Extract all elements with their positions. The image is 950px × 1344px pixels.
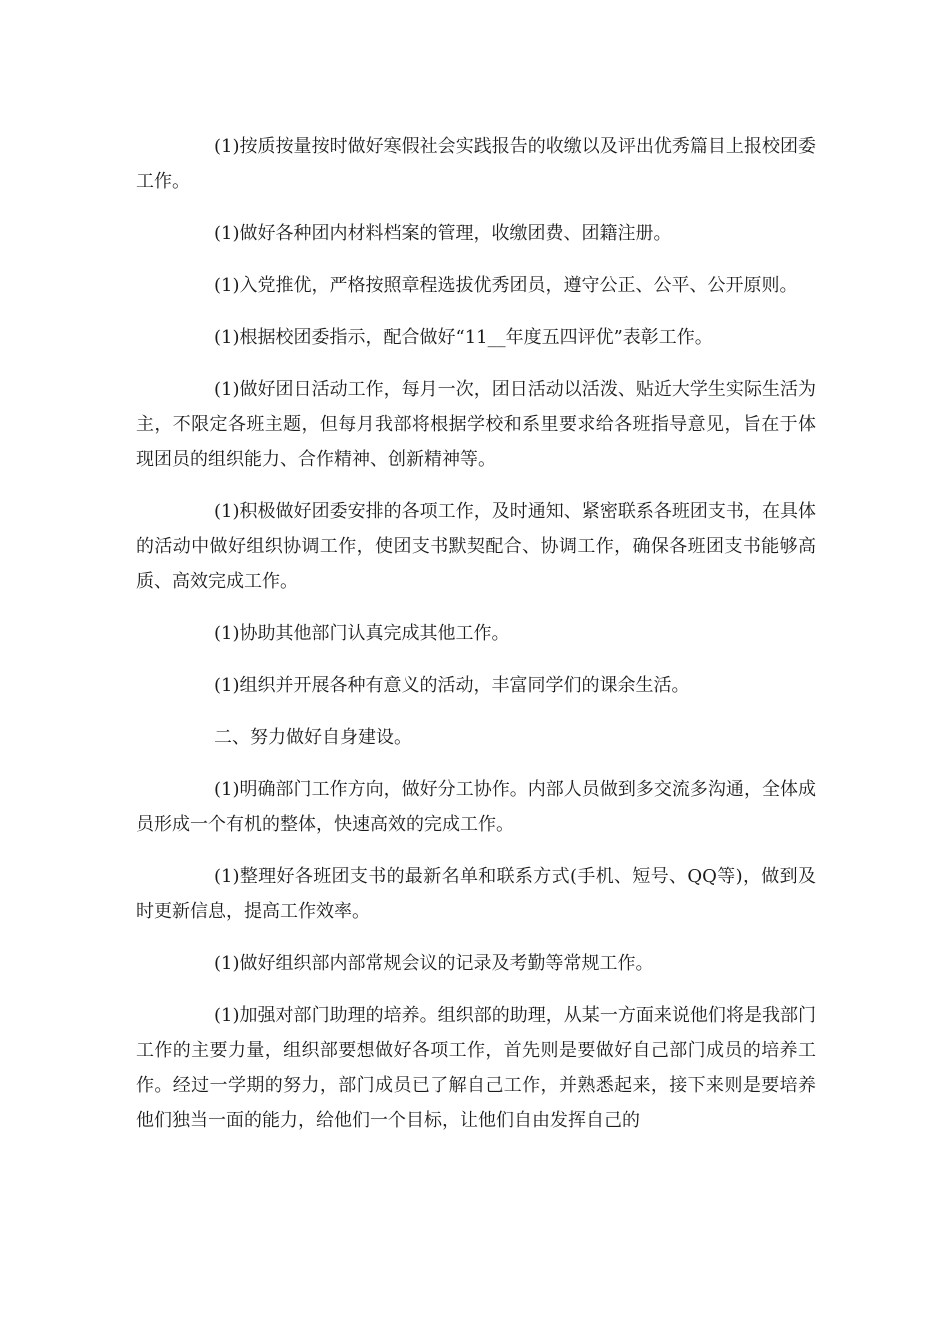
document-body (136, 129, 816, 1155)
paragraph-work-direction: (1)明确部门工作方向，做好分工协作。内部人员做到多交流多沟通，全体成员形成一个有机的整体，快速高效的完成工作。 (136, 779, 816, 835)
paragraph-social-practice-report: (1)按质按量按时做好寒假社会实践报告的收缴以及评出优秀篇目上报校团委工作。 (136, 136, 816, 192)
paragraph-meeting-records: (1)做好组织部内部常规会议的记录及考勤等常规工作。 (214, 953, 654, 974)
paragraph-organize-activities: (1)组织并开展各种有意义的活动，丰富同学们的课余生活。 (214, 675, 690, 696)
paragraph-may-fourth-awards: (1)根据校团委指示，配合做好“11__年度五四评优”表彰工作。 (214, 327, 713, 348)
section-heading-self-building: 二、努力做好自身建设。 (214, 727, 412, 748)
paragraph-assistant-training: (1)加强对部门助理的培养。组织部的助理，从某一方面来说他们将是我部门工作的主要力量，组织部要想做好各项工作，首先则是要做好自己部门成员的培养工作。经过一学期的努力，部门成员已了解自己工作，并熟悉起来，接下来则是要培养他们独当一面的能力，给他们一个目标，让他们自由发挥自己的 (136, 1005, 816, 1131)
paragraph-assist-departments: (1)协助其他部门认真完成其他工作。 (214, 623, 510, 644)
paragraph-league-day-activities: (1)做好团日活动工作，每月一次，团日活动以活泼、贴近大学生实际生活为主，不限定各班主题，但每月我部将根据学校和系里要求给各班指导意见，旨在于体现团员的组织能力、合作精神、创新精神等。 (136, 379, 816, 470)
paragraph-party-recommendation: (1)入党推优，严格按照章程选拔优秀团员，遵守公正、公平、公开原则。 (214, 275, 798, 296)
paragraph-committee-tasks: (1)积极做好团委安排的各项工作，及时通知、紧密联系各班团支书，在具体的活动中做好组织协调工作，使团支书默契配合、协调工作，确保各班团支书能够高质、高效完成工作。 (136, 501, 816, 592)
paragraph-archive-management: (1)做好各种团内材料档案的管理，收缴团费、团籍注册。 (214, 223, 672, 244)
paragraph-contact-list: (1)整理好各班团支书的最新名单和联系方式(手机、短号、QQ等)，做到及时更新信息，提高工作效率。 (136, 866, 816, 922)
